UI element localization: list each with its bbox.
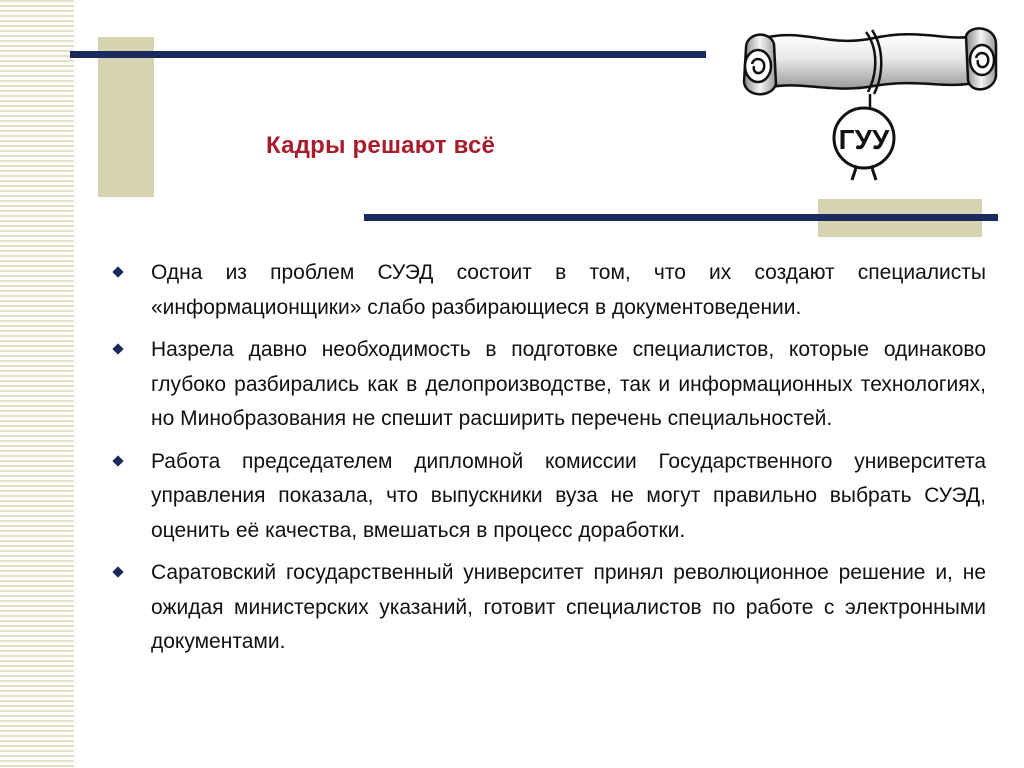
title-accent-block-top (98, 37, 154, 197)
seal-logo-text: ГУУ (838, 124, 890, 155)
title-rule-top (70, 51, 706, 58)
bullet-item (114, 256, 986, 325)
diamond-bullet-icon (112, 566, 123, 577)
bullet-text: Одна из проблем СУЭД состоит в том, что их создают специалисты «информационщики» слабо разбирающиеся в документоведении. (151, 261, 986, 319)
bullet-item (114, 556, 986, 660)
diamond-bullet-icon (112, 343, 123, 354)
bullet-item (114, 333, 986, 437)
bullet-text: Работа председателем дипломной комиссии Государственного университета управления показала, что выпускники вуза не могут правильно выбрать СУЭД, оценить её качества, вмешаться в процесс доработки. (151, 449, 986, 542)
bullet-item (114, 445, 986, 549)
title-rule-bottom (364, 214, 998, 221)
bullet-text: Назрела давно необходимость в подготовке специалистов, которые одинаково глубоко разбирались как в делопроизводстве, так и информационных технологиях, но Минобразования не спешит расширить перечень специальностей. (151, 338, 986, 430)
slide-title: Кадры решают всё (266, 132, 496, 159)
bullet-list (114, 256, 986, 668)
diamond-bullet-icon (112, 455, 123, 466)
bullet-text: Саратовский государственный университет принял революционное решение и, не ожидая министерских указаний, готовит специалистов по работе с электронными документами. (151, 561, 986, 653)
scroll-seal-logo (734, 22, 1002, 182)
scroll-icon (744, 28, 996, 108)
left-stripe-decoration (0, 0, 74, 768)
diamond-bullet-icon (112, 266, 123, 277)
